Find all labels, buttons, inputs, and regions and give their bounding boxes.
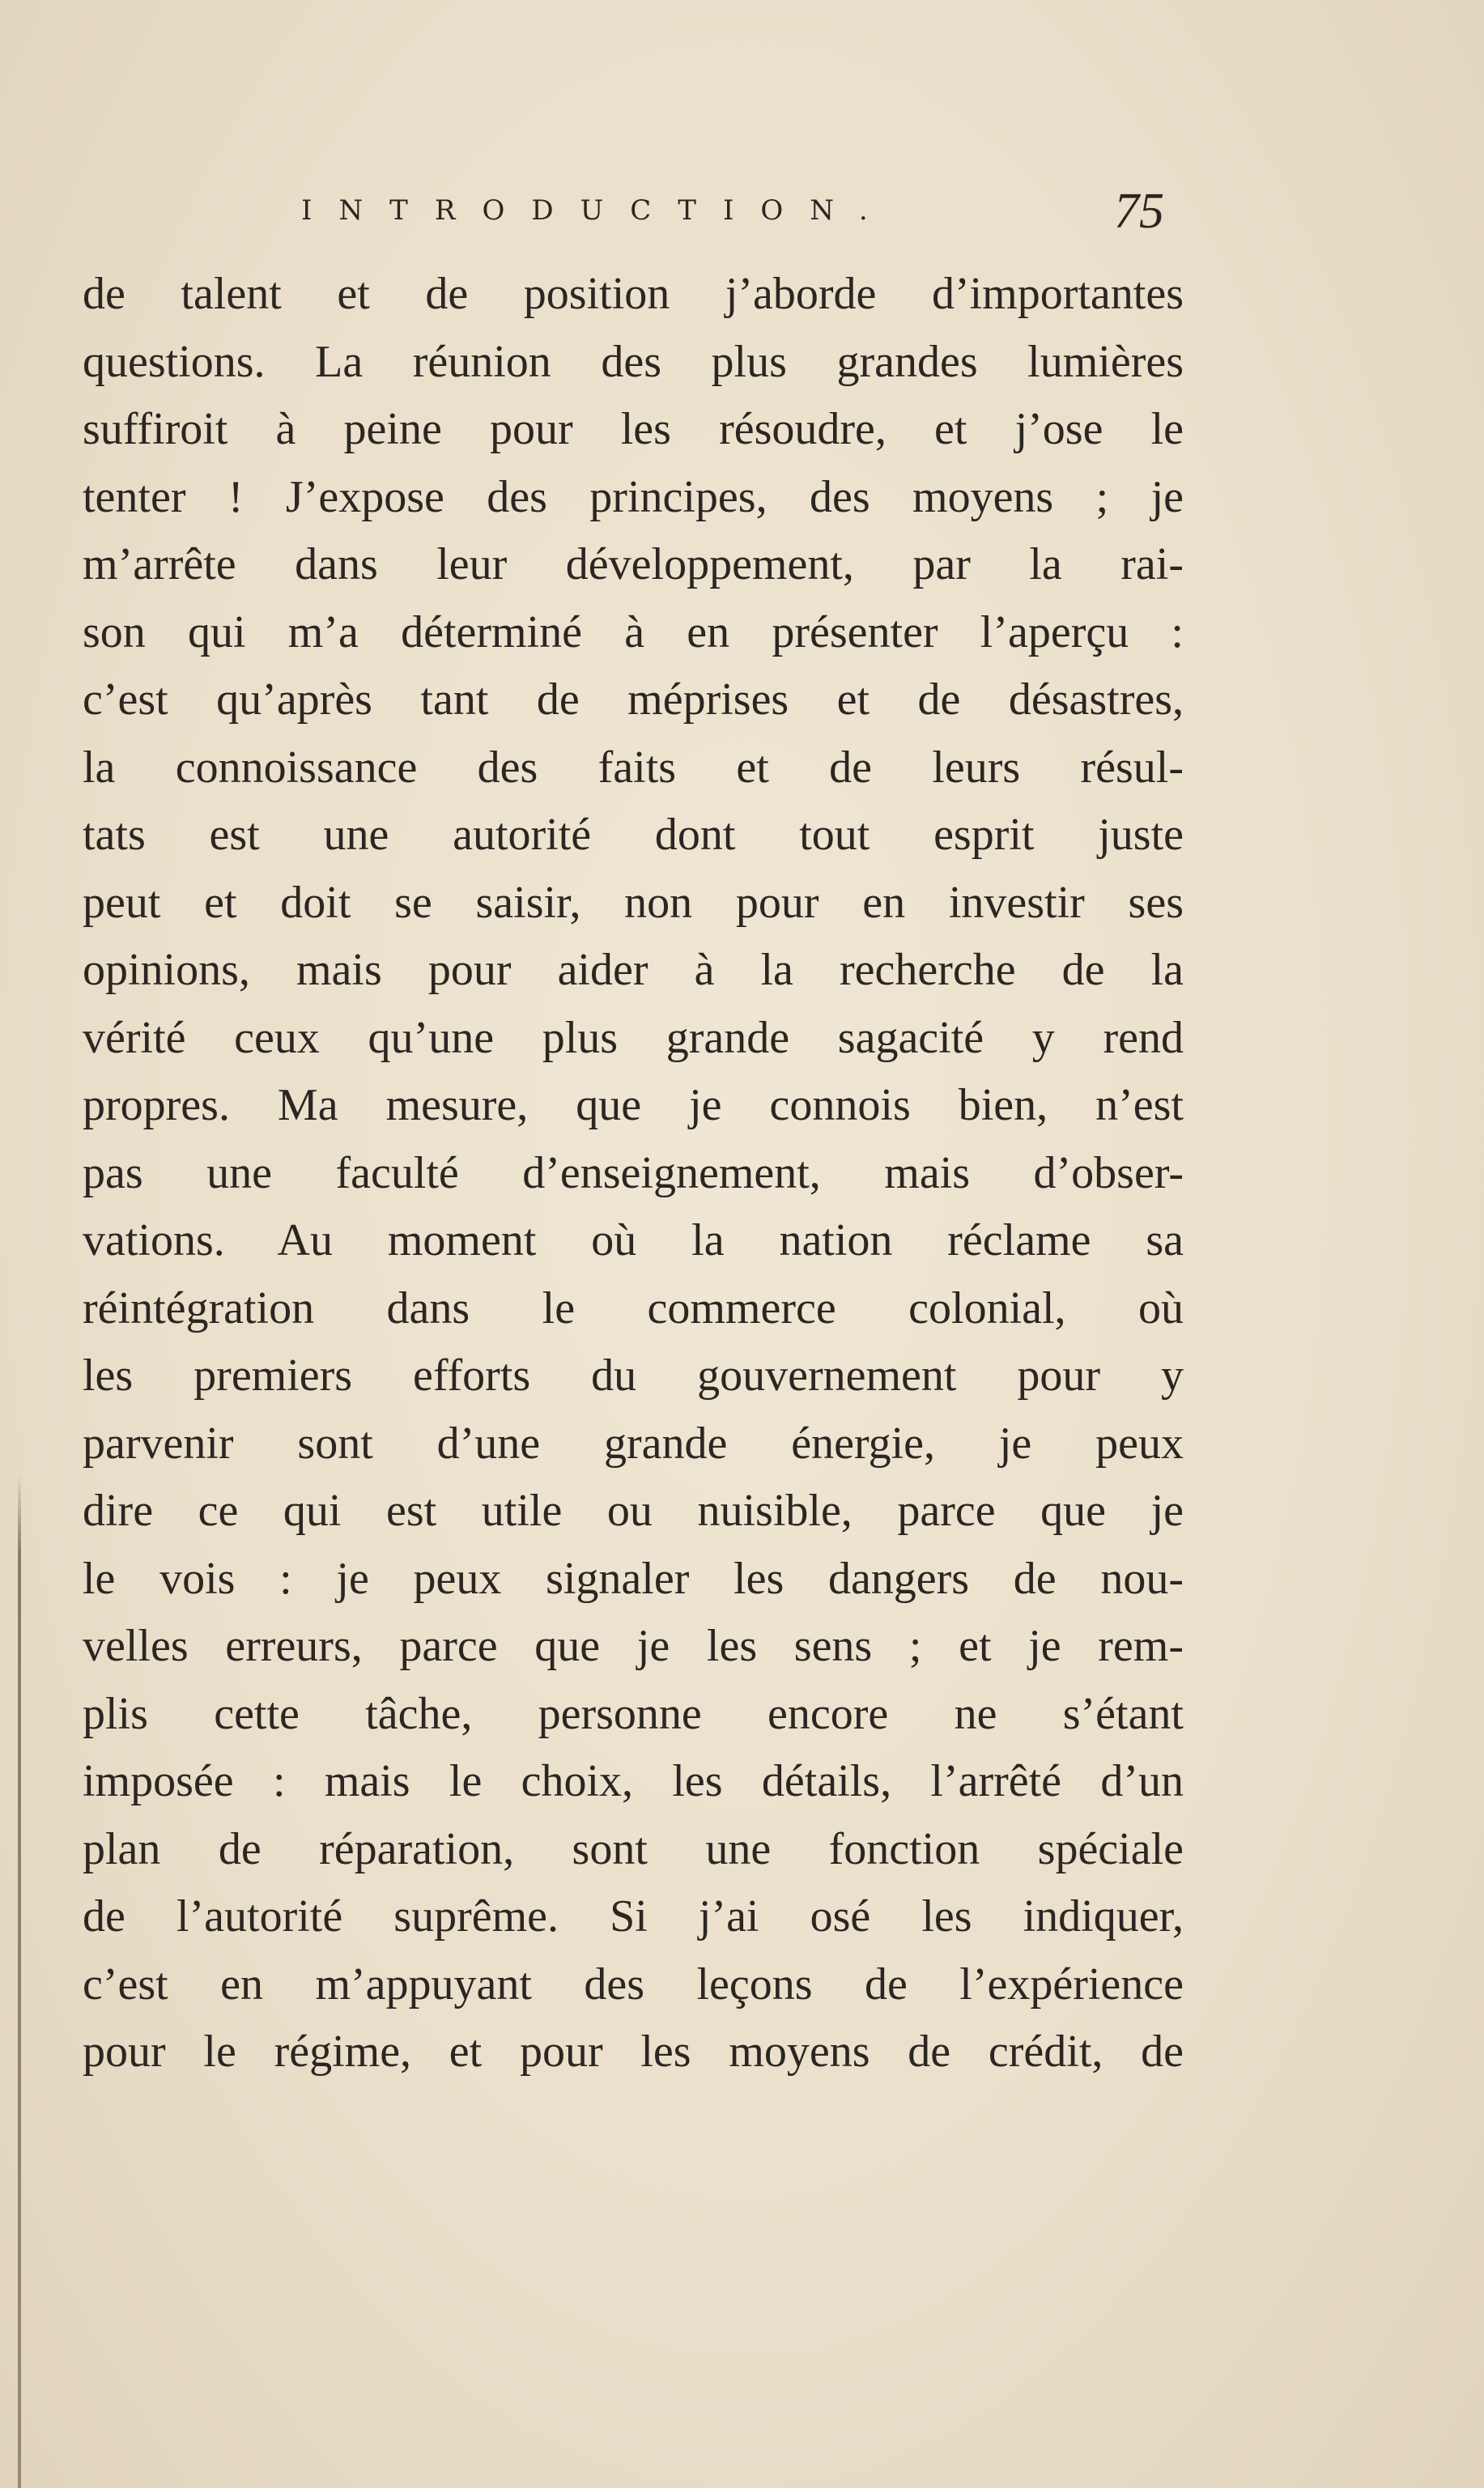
text-line: réintégration dans le commerce colonial, où [83, 1282, 1184, 1333]
text-line: c’est en m’appuyant des leçons de l’expérience [83, 1959, 1184, 2010]
text-line: son qui m’a déterminé à en présenter l’aperçu : [83, 606, 1184, 657]
text-line: de l’autorité suprême. Si j’ai osé les indiquer, [83, 1891, 1184, 1941]
binding-shadow [18, 1474, 21, 2488]
page-number: 75 [1114, 184, 1164, 239]
text-line: propres. Ma mesure, que je connois bien, n’est [83, 1080, 1184, 1130]
text-line: m’arrête dans leur développement, par la rai- [83, 539, 1184, 589]
text-line: les premiers efforts du gouvernement pour y [83, 1350, 1184, 1401]
text-line: suffiroit à peine pour les résoudre, et j’ose le [83, 404, 1184, 454]
text-line: pas une faculté d’enseignement, mais d’obser- [83, 1147, 1184, 1198]
text-line: plis cette tâche, personne encore ne s’étant [83, 1688, 1184, 1739]
body-text [83, 261, 1184, 2086]
text-line: dire ce qui est utile ou nuisible, parce que je [83, 1486, 1184, 1536]
text-line: opinions, mais pour aider à la recherche de la [83, 945, 1184, 995]
text-line: tats est une autorité dont tout esprit juste [83, 810, 1184, 860]
text-line: la connoissance des faits et de leurs résul- [83, 742, 1184, 793]
running-title: INTRODUCTION. [301, 194, 895, 227]
running-head [0, 180, 1484, 253]
text-line: le vois : je peux signaler les dangers de nou- [83, 1553, 1184, 1604]
text-line: vérité ceux qu’une plus grande sagacité y rend [83, 1012, 1184, 1063]
text-line: vations. Au moment où la nation réclame sa [83, 1215, 1184, 1265]
text-line: pour le régime, et pour les moyens de crédit, de [83, 2027, 1184, 2077]
text-line: peut et doit se saisir, non pour en investir ses [83, 877, 1184, 928]
text-line: c’est qu’après tant de méprises et de désastres, [83, 674, 1184, 725]
text-line: velles erreurs, parce que je les sens ; et je rem- [83, 1621, 1184, 1671]
text-line: tenter ! J’expose des principes, des moyens ; je [83, 471, 1184, 522]
text-line: de talent et de position j’aborde d’importantes [83, 269, 1184, 319]
text-line: questions. La réunion des plus grandes lumières [83, 336, 1184, 387]
text-line: plan de réparation, sont une fonction spéciale [83, 1823, 1184, 1874]
text-line: imposée : mais le choix, les détails, l’arrêté d’un [83, 1756, 1184, 1806]
text-line: parvenir sont d’une grande énergie, je peux [83, 1418, 1184, 1469]
